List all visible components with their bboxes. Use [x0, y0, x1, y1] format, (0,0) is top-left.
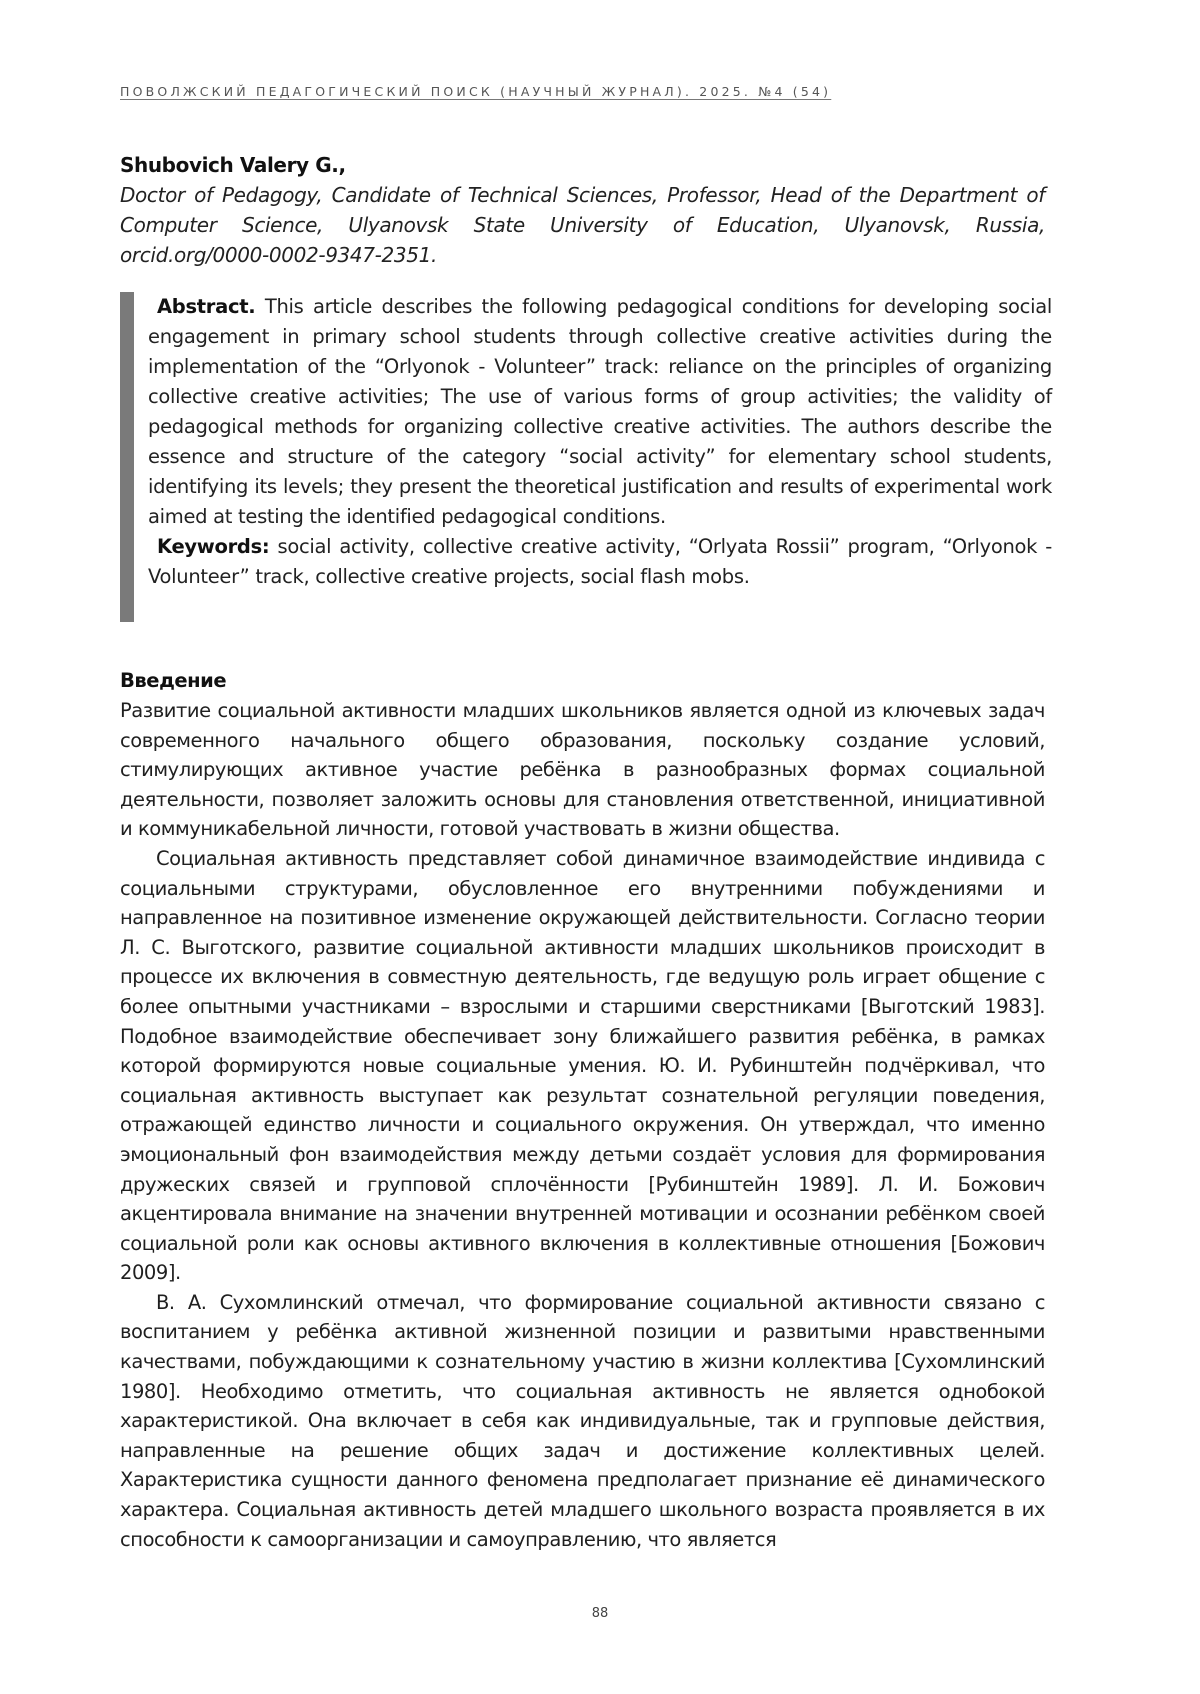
body-paragraph-3: В. А. Сухомлинский отмечал, что формирование социальной активности связано с воспитанием у ребёнка активной жизненной позиции и развитыми нравственными качествами, побуждающими к сознательному участию в жизни коллектива [Сухомлинский 1980]. Необходимо отметить, что социальная активность не является однобокой характеристикой. Она включает в себя как индивидуальные, так и групповые действия, направленные на решение общих задач и достижение коллективных целей. Характеристика сущности данного феномена предполагает признание её динамического характера. Социальная активность детей младшего школьного возраста проявляется в их способности к самоорганизации и самоуправлению, что является: [120, 1290, 1045, 1551]
abstract-label: Abstract.: [157, 295, 256, 318]
keywords-paragraph: [148, 532, 1052, 592]
abstract-side-bar: [120, 292, 134, 622]
keywords-body: social activity, collective creative activity, “Orlyata Rossii” program, “Orlyonok - Volunteer” track, collective creative projects, social flash mobs.: [148, 535, 1052, 588]
article-body: [120, 666, 1045, 1554]
body-paragraph-1: Развитие социальной активности младших школьников является одной из ключевых задач современного начального общего образования, поскольку создание условий, стимулирующих активное участие ребёнка в разнообразных формах социальной деятельности, позволяет заложить основы для становления ответственной, инициативной и коммуникабельной личности, готовой участвовать в жизни общества.: [120, 699, 1045, 841]
abstract-text: [148, 292, 1052, 592]
section-heading-introduction: Введение: [120, 669, 227, 692]
keywords-label: Keywords:: [157, 535, 270, 558]
running-head: ПОВОЛЖСКИЙ ПЕДАГОГИЧЕСКИЙ ПОИСК (НАУЧНЫЙ ЖУРНАЛ). 2025. №4 (54): [120, 84, 832, 99]
abstract-body: This article describes the following pedagogical conditions for developing social engagement in primary school students through collective creative activities during the implementation of the “Orlyonok - Volunteer” track: reliance on the principles of organizing collective creative activities; The use of various forms of group activities; the validity of pedagogical methods for organizing collective creative activities. The authors describe the essence and structure of the category “social activity” for elementary school students, identifying its levels; they present the theoretical justification and results of experimental work aimed at testing the identified pedagogical conditions.: [148, 295, 1052, 528]
abstract-paragraph: [148, 292, 1052, 532]
author-block: [120, 150, 1045, 270]
page-number: 88: [591, 1606, 609, 1621]
abstract-block: [120, 292, 1052, 622]
body-paragraph-2: Социальная активность представляет собой динамичное взаимодействие индивида с социальными структурами, обусловленное его внутренними побуждениями и направленное на позитивное изменение окружающей действительности. Согласно теории Л. С. Выготского, развитие социальной активности младших школьников происходит в процессе их включения в совместную деятельность, где ведущую роль играет общение с более опытными участниками – взрослыми и старшими сверстниками [Выготский 1983]. Подобное взаимодействие обеспечивает зону ближайшего развития ребёнка, в рамках которой формируются новые социальные умения. Ю. И. Рубинштейн подчёркивал, что социальная активность выступает как результат сознательной регуляции поведения, отражающей единство личности и социального окружения. Он утверждал, что именно эмоциональный фон взаимодействия между детьми создаёт условия для формирования дружеских связей и групповой сплочённости [Рубинштейн 1989]. Л. И. Божович акцентировала внимание на значении внутренней мотивации и осознании ребёнком своей социальной роли как основы активного включения в коллективные отношения [Божович 2009].: [120, 846, 1045, 1285]
author-name: Shubovich Valery G.,: [120, 153, 346, 177]
author-affiliation: Doctor of Pedagogy, Candidate of Technical Sciences, Professor, Head of the Department of Computer Science, Ulyanovsk State University of Education, Ulyanovsk, Russia, orcid.org/0000-0002-9347-2351.: [120, 183, 1045, 267]
